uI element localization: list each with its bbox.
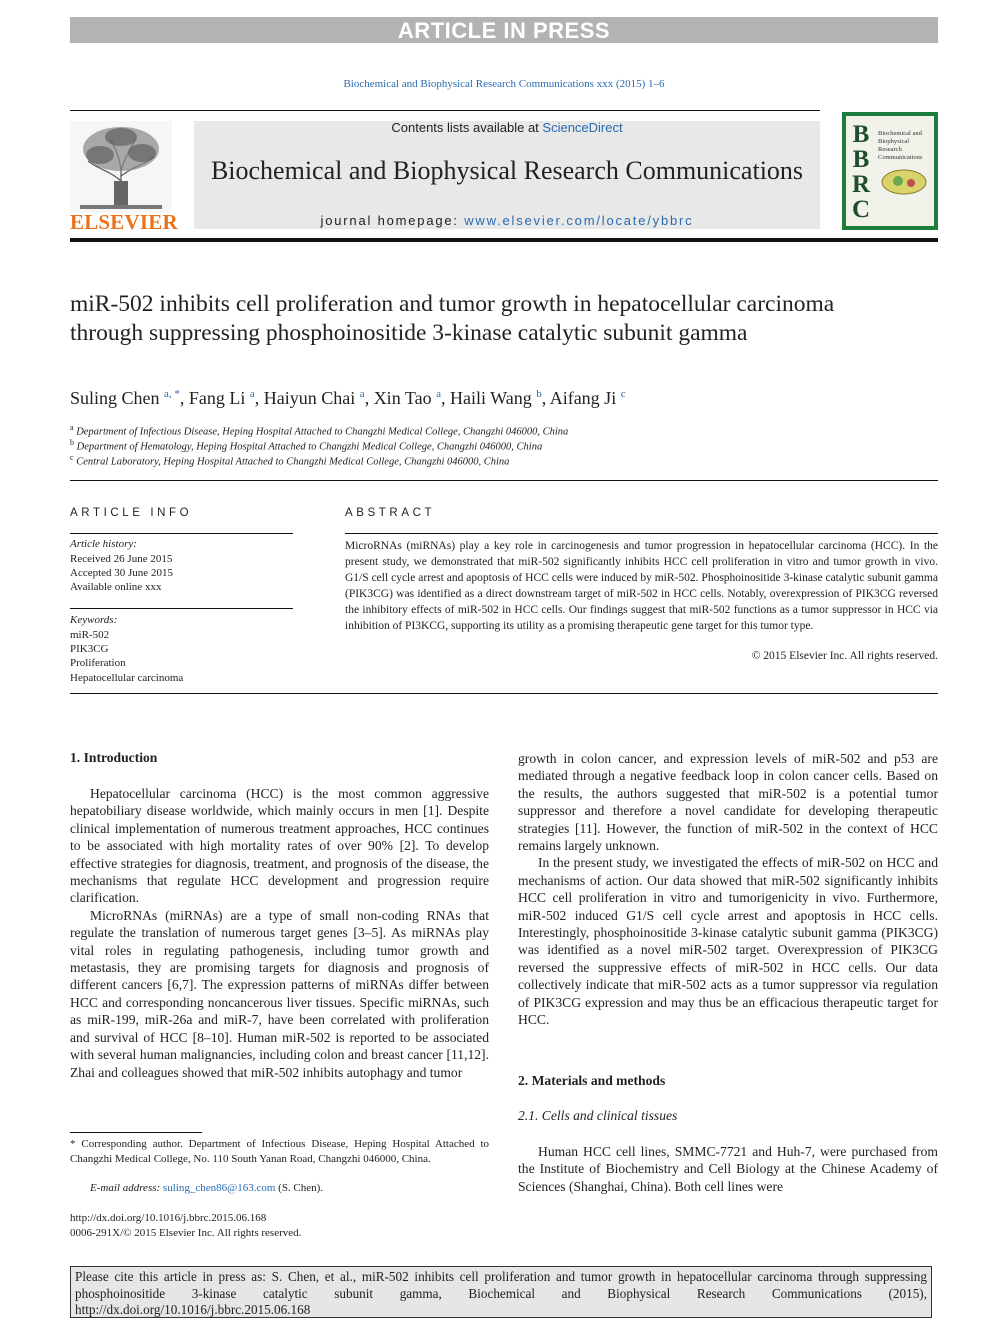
author-name[interactable]: Haiyun Chai (263, 388, 356, 408)
accepted-date: Accepted 30 June 2015 (70, 567, 173, 579)
contents-prefix: Contents lists available at (391, 120, 543, 135)
homepage-prefix: journal homepage: (320, 213, 465, 228)
contents-line (194, 120, 820, 135)
divider (70, 533, 293, 534)
keyword: miR-502 (70, 629, 110, 641)
corresponding-author-note: * Corresponding author. Department of Infectious Disease, Heping Hospital Attached to Changzhi Medical College, No. 110 South Yanan Road, Changzhi 046000, China. (70, 1138, 489, 1165)
abstract-heading: ABSTRACT (345, 507, 436, 519)
author-name[interactable]: Fang Li (188, 388, 246, 408)
divider (70, 480, 938, 481)
author-name[interactable]: Haili Wang (449, 388, 532, 408)
article-info-heading: ARTICLE INFO (70, 507, 193, 519)
footnote-rule (70, 1132, 202, 1133)
affiliation-text: Department of Infectious Disease, Heping Hospital Attached to Changzhi Medical College, Changzhi 046000, China (76, 426, 569, 438)
journal-name: Biochemical and Biophysical Research Communications (210, 156, 804, 185)
paragraph: growth in colon cancer, and expression levels of miR-502 and p53 are mediated through a negative feedback loop in colon cancer cells. Based on the results, the authors suggested that miR-502 is a potential tumor suppressor and therefore a novel candidate for developing therapeutic strategies [11]. However, the function of miR-502 in the context of HCC remains largely unknown. (518, 751, 938, 854)
affiliation-text: Department of Hematology, Heping Hospital Attached to Changzhi Medical College, Changzhi 046000, China (76, 441, 543, 453)
author-list: Suling Chen $^{a, *}$, Fang Li $^a$, Haiyun Chai $^a$, Xin Tao $^a$, Haili Wang $^b$, Aifang Ji $^c$ (70, 388, 626, 408)
affiliation (70, 423, 938, 438)
paragraph: In the present study, we investigated the effects of miR-502 on HCC and mechanisms of action. Our data showed that miR-502 significantly inhibits HCC cell proliferation in vitro and tumorigenicity in vivo. Furthermore, miR-502 induced G1/S cell cycle arrest and apoptosis in HCC cells. Interestingly, phosphoinositide 3-kinase catalytic subunit gamma (PIK3CG) was identified as a novel miR-502 target. Overexpression of PIK3CG reversed the suppressive effects of miR-502 in HCC cells. Our data collectively indicate that miR-502 acts as a tumor suppressor via regulation of PIK3CG expression and may thus be an efficacious therapeutic target for HCC. (518, 855, 938, 1028)
email-label: E-mail address: (90, 1182, 163, 1194)
homepage-link[interactable]: www.elsevier.com/locate/ybbrc (464, 213, 694, 228)
email-suffix: (S. Chen). (275, 1182, 324, 1194)
citation-box[interactable]: Please cite this article in press as: S. Chen, et al., miR-502 inhibits cell proliferation and tumor growth in hepatocellular carcinoma through suppressing phosphoinositide 3-kinase catalytic subunit gamma, Biochemical and Biophysical Research Communications (2015), http://dx.doi.org/10.1016/j.bbrc.2015.06.168 (70, 1266, 932, 1318)
email-note (90, 1181, 490, 1196)
paragraph: Human HCC cell lines, SMMC-7721 and Huh-7, were purchased from the Institute of Biochemistry and Cell Biology at the Chinese Academy of Sciences (Shanghai, China). Both cell lines were (518, 1144, 938, 1194)
cover-letter: R (851, 171, 871, 198)
methods-text (518, 1143, 938, 1195)
author-affil-marker[interactable]: a (359, 388, 365, 400)
history-label: Article history: (70, 538, 137, 550)
affiliation (70, 453, 938, 468)
section-heading: 2. Materials and methods (518, 1073, 666, 1088)
sciencedirect-link[interactable]: ScienceDirect (542, 120, 623, 135)
divider (70, 608, 293, 609)
homepage-line (194, 213, 820, 228)
divider (345, 533, 938, 534)
abstract-copyright: © 2015 Elsevier Inc. All rights reserved. (751, 650, 938, 662)
author-affil-marker[interactable]: a (436, 388, 441, 400)
author-affil-marker[interactable]: a (249, 388, 255, 400)
header-rule (70, 238, 938, 242)
cover-letter: B (852, 121, 870, 148)
author-name[interactable]: Aifang Ji (549, 388, 617, 408)
header-top-rule (70, 110, 820, 111)
keyword: Hepatocellular carcinoma (70, 672, 184, 684)
paragraph: MicroRNAs (miRNAs) are a type of small non-coding RNAs that regulate the translation of numerous target genes [3–5]. As miRNAs play vital roles in regulating pathogenesis, including tumor growth and metastasis, they are promising targets for diagnosis and prognosis of different cancers [6,7]. The expression patterns of miRNAs differ between HCC and corresponding noncancerous liver tissues. Specific miRNAs, such as miR-199, miR-26a and miR-7, have been correlated with proliferation and survival of HCC [8–10]. Human miR-502 is reported to be associated with several human malignancies, including colon and breast cancer [11,12]. Zhai and colleagues showed that miR-502 inhibits autophagy and tumor (70, 907, 489, 1080)
keywords-label: Keywords: (70, 614, 118, 626)
author-name[interactable]: Xin Tao (373, 388, 432, 408)
journal-reference[interactable]: Biochemical and Biophysical Research Communications xxx (2015) 1–6 (343, 78, 665, 90)
cover-title: Biochemical and Biophysical Research Communications (878, 130, 923, 161)
issn-line: 0006-291X/© 2015 Elsevier Inc. All rights reserved. (70, 1227, 302, 1239)
intro-column-right (518, 750, 938, 1029)
email-link[interactable]: suling_chen86@163.com (162, 1182, 276, 1194)
affiliation (70, 438, 938, 453)
cover-letter: B (852, 146, 870, 173)
author-affil-marker[interactable]: b (536, 388, 542, 400)
affiliation-marker: c (70, 453, 74, 462)
publisher-wordmark[interactable]: ELSEVIER (70, 210, 178, 234)
journal-cover-thumbnail[interactable] (842, 112, 938, 230)
intro-column-left (70, 785, 489, 1081)
abstract-text: MicroRNAs (miRNAs) play a key role in carcinogenesis and tumor progression in hepatocellular carcinoma (HCC). In the present study, we demonstrated that miR-502 significantly inhibits HCC cell proliferation in vitro and tumor growth in vivo. G1/S cell cycle arrest and apoptosis of HCC cells were induced by miR-502. Phosphoinositide 3-kinase catalytic subunit gamma (PIK3CG) was identified as a direct downstream target of miR-502 in HCC cells. Notably, overexpression of PIK3CG reversed the inhibitory effects of miR-502 in HCC cells. Our findings suggest that miR-502 functions as a tumor suppressor in HCC via inhibition of PI3KCG, supporting its utility as a promising therapeutic gene target for this tumor type. (345, 540, 938, 632)
divider (70, 693, 938, 694)
affiliation-text: Central Laboratory, Heping Hospital Attached to Changzhi Medical College, Changzhi 046000, China (76, 456, 510, 468)
author-name[interactable]: Suling Chen (70, 388, 160, 408)
paragraph: Hepatocellular carcinoma (HCC) is the most common aggressive hepatobiliary disease worldwide, which mainly occurs in men [1]. Despite clinical implementation of numerous treatment approaches, HCC continues to be associated with high mortality rates of over 90% [2]. To develop effective strategies for diagnosis, treatment, and prognosis of the disease, the mechanisms that regulate HCC development and progression require clarification. (70, 786, 489, 906)
cover-letter: C (851, 196, 871, 223)
cover-illustration (878, 164, 930, 200)
affiliation-marker: b (70, 438, 74, 447)
subsection-heading: 2.1. Cells and clinical tissues (518, 1108, 678, 1123)
author-affil-marker[interactable]: a, * (164, 388, 180, 400)
keyword: PIK3CG (70, 643, 109, 655)
author-affil-marker[interactable]: c (620, 388, 626, 400)
article-in-press-banner: ARTICLE IN PRESS (70, 17, 938, 43)
section-heading: 1. Introduction (70, 750, 158, 765)
keyword: Proliferation (70, 657, 126, 669)
received-date: Received 26 June 2015 (70, 553, 173, 565)
doi-link[interactable]: http://dx.doi.org/10.1016/j.bbrc.2015.06.168 (70, 1212, 267, 1224)
cover-page (846, 116, 934, 226)
affiliation-marker: a (70, 423, 74, 432)
article-title: miR-502 inhibits cell proliferation and tumor growth in hepatocellular carcinoma through suppressing phosphoinositide 3-kinase catalytic subunit gamma (70, 291, 835, 346)
online-date: Available online xxx (70, 581, 162, 593)
